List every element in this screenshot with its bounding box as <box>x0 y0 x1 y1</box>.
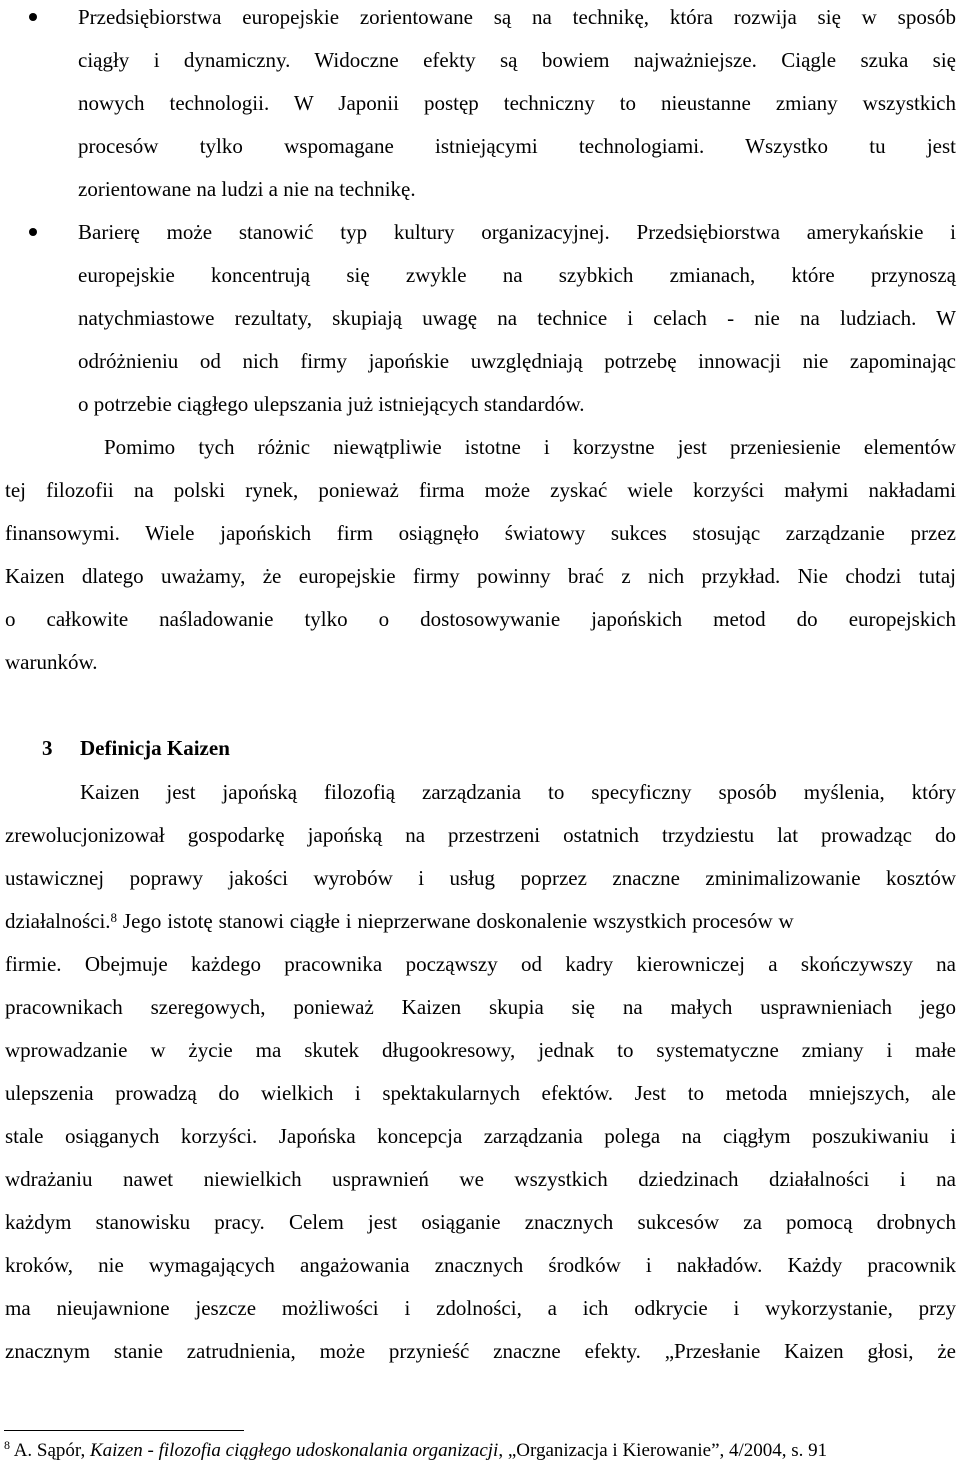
text-line: Przedsiębiorstwa europejskie zorientowane są na technikę, która rozwija się w sposób <box>78 5 956 29</box>
text-line: europejskie koncentrują się zwykle na szybkich zmianach, które przynoszą <box>78 263 956 287</box>
text-line: odróżnieniu od nich firmy japońskie uwzględniają potrzebę innowacji nie zapominając <box>78 349 956 373</box>
text-line: procesów tylko wspomagane istniejącymi technologiami. Wszystko tu jest <box>78 134 956 158</box>
text-line: zorientowane na ludzi a nie na technikę. <box>78 177 416 201</box>
footnote-separator <box>4 1430 244 1431</box>
text-line: finansowymi. Wiele japońskich firm osiągnęło światowy sukces stosując zarządzanie przez <box>5 521 956 545</box>
text-line: nowych technologii. W Japonii postęp techniczny to nieustanne zmiany wszystkich <box>78 91 956 115</box>
text-line: warunków. <box>5 650 98 674</box>
text-line: firmie. Obejmuje każdego pracownika począwszy od kadry kierowniczej a skończywszy na <box>5 952 956 976</box>
text-segment: działalności. <box>5 909 111 933</box>
text-line: ulepszenia prowadzą do wielkich i spektakularnych efektów. Jest to metoda mniejszych, ale <box>5 1081 956 1105</box>
footnote-reference: 8 <box>110 910 118 925</box>
text-line: każdym stanowisku pracy. Celem jest osiąganie znacznych sukcesów za pomocą drobnych <box>5 1210 956 1234</box>
text-line <box>5 909 956 933</box>
text-line: zrewolucjonizował gospodarkę japońską na przestrzeni ostatnich trzydziestu lat prowadząc do <box>5 823 956 847</box>
text-line: wprowadzanie w życie ma skutek długookresowy, jednak to systematyczne zmiany i małe <box>5 1038 956 1062</box>
section-title: Definicja Kaizen <box>80 736 230 760</box>
bullet-icon <box>29 228 37 236</box>
footnote-title: Kaizen - filozofia ciągłego udoskonalania organizacji <box>90 1440 499 1461</box>
text-line: stale osiąganych korzyści. Japońska koncepcja zarządzania polega na ciągłym poszukiwaniu i <box>5 1124 956 1148</box>
text-line: pracownikach szeregowych, ponieważ Kaizen skupia się na małych usprawnieniach jego <box>5 995 956 1019</box>
text-line: o całkowite naśladowanie tylko o dostosowywanie japońskich metod do europejskich <box>5 607 956 631</box>
text-line: Barierę może stanowić typ kultury organizacyjnej. Przedsiębiorstwa amerykańskie i <box>78 220 956 244</box>
footnote-number: 8 <box>4 1438 10 1452</box>
text-line: ustawicznej poprawy jakości wyrobów i usług poprzez znaczne zminimalizowanie kosztów <box>5 866 956 890</box>
text-line: o potrzebie ciągłego ulepszania już istniejących standardów. <box>78 392 585 416</box>
text-line: kroków, nie wymagających angażowania znacznych środków i nakładów. Każdy pracownik <box>5 1253 956 1277</box>
section-number: 3 <box>42 736 53 760</box>
text-line: wdrażaniu nawet niewielkich usprawnień we wszystkich dziedzinach działalności i na <box>5 1167 956 1191</box>
text-line: Pomimo tych różnic niewątpliwie istotne i korzystne jest przeniesienie elementów <box>104 435 956 459</box>
text-line: znacznym stanie zatrudnienia, może przynieść znaczne efekty. „Przesłanie Kaizen głosi, że <box>5 1339 956 1363</box>
text-segment: Jego istotę stanowi ciągłe i nieprzerwane doskonalenie wszystkich procesów w <box>117 909 794 933</box>
text-line: ciągły i dynamiczny. Widoczne efekty są bowiem najważniejsze. Ciągle szuka się <box>78 48 956 72</box>
text-line: natychmiastowe rezultaty, skupiają uwagę na technice i celach - nie na ludziach. W <box>78 306 956 330</box>
text-line: Kaizen dlatego uważamy, że europejskie firmy powinny brać z nich przykład. Nie chodzi tutaj <box>5 564 956 588</box>
text-line: tej filozofii na polski rynek, ponieważ firma może zyskać wiele korzyści małymi nakładami <box>5 478 956 502</box>
text-line: Kaizen jest japońską filozofią zarządzania to specyficzny sposób myślenia, który <box>80 780 956 804</box>
footnote-source: , „Organizacja i Kierowanie”, 4/2004, s. 91 <box>498 1440 828 1461</box>
bullet-icon <box>29 13 37 21</box>
footnote-author: A. Sąpór, <box>10 1440 90 1461</box>
footnote <box>4 1440 827 1462</box>
text-line: ma nieujawnione jeszcze możliwości i zdolności, a ich odkrycie i wykorzystanie, przy <box>5 1296 956 1320</box>
